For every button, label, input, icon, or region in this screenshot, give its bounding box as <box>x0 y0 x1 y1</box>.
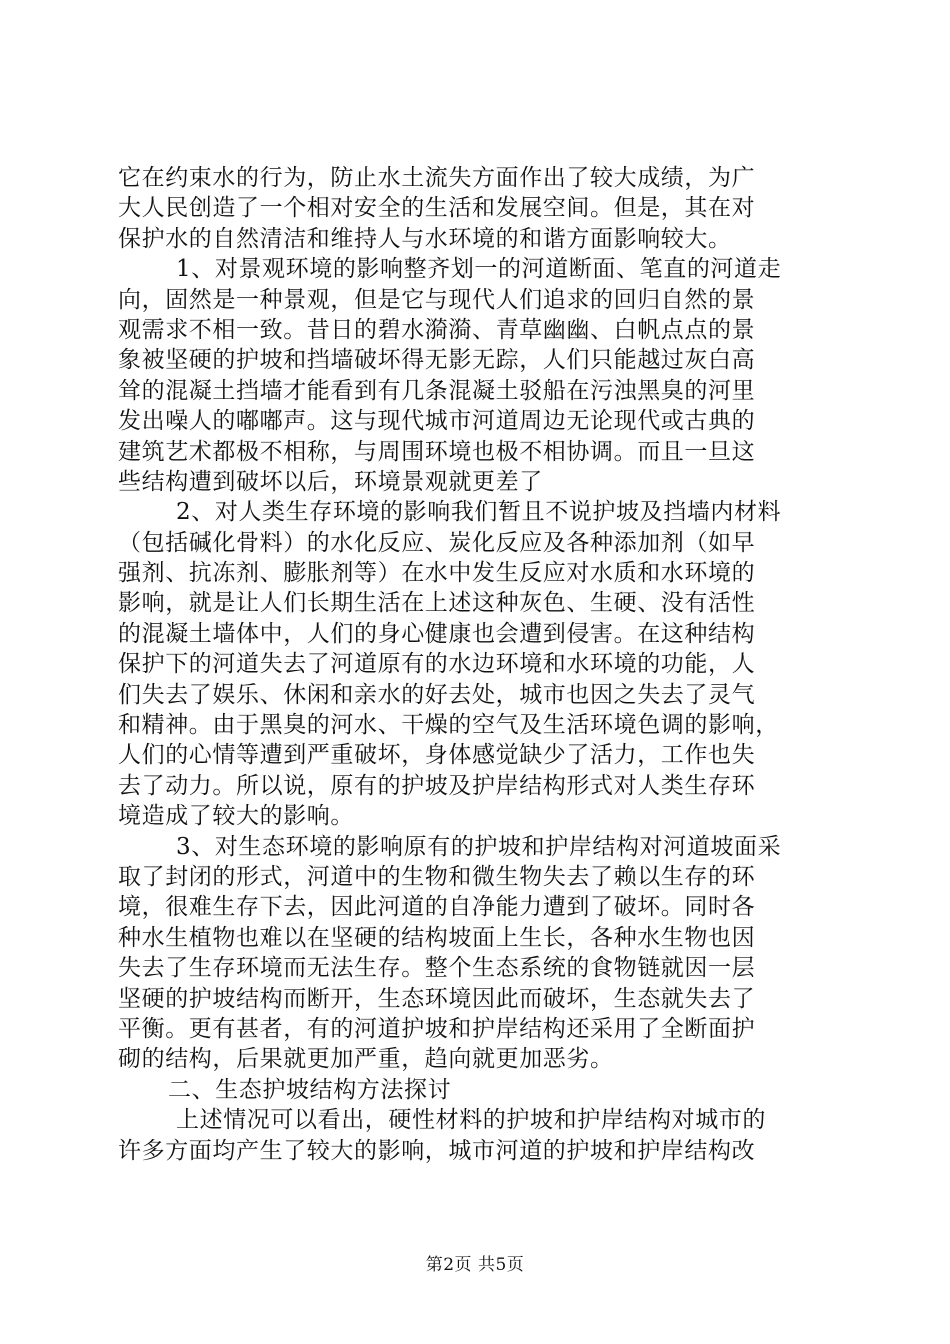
text-line: 坚硬的护坡结构而断开，生态环境因此而破坏，生态就失去了 <box>118 985 756 1012</box>
text-line: 和精神。由于黑臭的河水、干燥的空气及生活环境色调的影响， <box>118 712 779 739</box>
page-footer: 第2页 共5页 <box>425 1255 525 1275</box>
text-line: 许多方面均产生了较大的影响，城市河道的护坡和护岸结构改 <box>118 1137 756 1164</box>
text-line: 象被坚硬的护坡和挡墙破坏得无影无踪，人们只能越过灰白高 <box>118 347 756 374</box>
text-line: 它在约束水的行为，防止水土流失方面作出了较大成绩，为广 <box>118 165 756 191</box>
text-line: 失去了生存环境而无法生存。整个生态系统的食物链就因一层 <box>118 955 756 982</box>
text-line: 们失去了娱乐、休闲和亲水的好去处，城市也因之失去了灵气 <box>118 681 756 708</box>
text-line: 砌的结构，后果就更加严重，趋向就更加恶劣。 <box>118 1046 614 1073</box>
text-line: 上述情况可以看出，硬性材料的护坡和护岸结构对城市的 <box>176 1107 766 1134</box>
text-line: 取了封闭的形式，河道中的生物和微生物失去了赖以生存的环 <box>118 863 756 890</box>
text-line: 大人民创造了一个相对安全的生活和发展空间。但是，其在对 <box>118 195 756 222</box>
text-line: 影响，就是让人们长期生活在上述这种灰色、生硬、没有活性 <box>118 590 756 617</box>
text-line: 耸的混凝土挡墙才能看到有几条混凝土驳船在污浊黑臭的河里 <box>118 377 756 404</box>
section-heading: 二、生态护坡结构方法探讨 <box>168 1076 452 1103</box>
text-line: 向，固然是一种景观，但是它与现代人们追求的回归自然的景 <box>118 286 756 313</box>
text-line: 建筑艺术都极不相称，与周围环境也极不相协调。而且一旦这 <box>118 438 756 465</box>
text-line: 保护水的自然清洁和维持人与水环境的和谐方面影响较大。 <box>118 225 732 252</box>
text-line: 发出噪人的嘟嘟声。这与现代城市河道周边无论现代或古典的 <box>118 408 756 435</box>
paragraph-heading-3: 3、对生态环境的影响原有的护坡和护岸结构对河道坡面采 <box>176 833 782 860</box>
text-line: 强剂、抗冻剂、膨胀剂等）在水中发生反应对水质和水环境的 <box>118 560 756 587</box>
paragraph-heading-2: 2、对人类生存环境的影响我们暂且不说护坡及挡墙内材料 <box>176 499 782 526</box>
paragraph-heading-1: 1、对景观环境的影响整齐划一的河道断面、笔直的河道走 <box>176 256 782 283</box>
text-line: 去了动力。所以说，原有的护坡及护岸结构形式对人类生存环 <box>118 772 756 799</box>
text-line: 境造成了较大的影响。 <box>118 803 354 830</box>
text-line: 保护下的河道失去了河道原有的水边环境和水环境的功能，人 <box>118 651 756 678</box>
text-line: 人们的心情等遭到严重破坏，身体感觉缺少了活力，工作也失 <box>118 742 756 769</box>
text-line: 平衡。更有甚者，有的河道护坡和护岸结构还采用了全断面护 <box>118 1015 756 1042</box>
text-line: （包括碱化骨料）的水化反应、炭化反应及各种添加剂（如早 <box>118 529 756 556</box>
text-line: 观需求不相一致。昔日的碧水漪漪、青草幽幽、白帆点点的景 <box>118 316 756 343</box>
text-line: 境，很难生存下去，因此河道的自净能力遭到了破坏。同时各 <box>118 894 756 921</box>
text-line: 的混凝土墙体中，人们的身心健康也会遭到侵害。在这种结构 <box>118 620 756 647</box>
body-text <box>118 163 838 1166</box>
text-line: 些结构遭到破坏以后，环境景观就更差了 <box>118 468 543 495</box>
text-line: 种水生植物也难以在坚硬的结构坡面上生长，各种水生物也因 <box>118 924 756 951</box>
